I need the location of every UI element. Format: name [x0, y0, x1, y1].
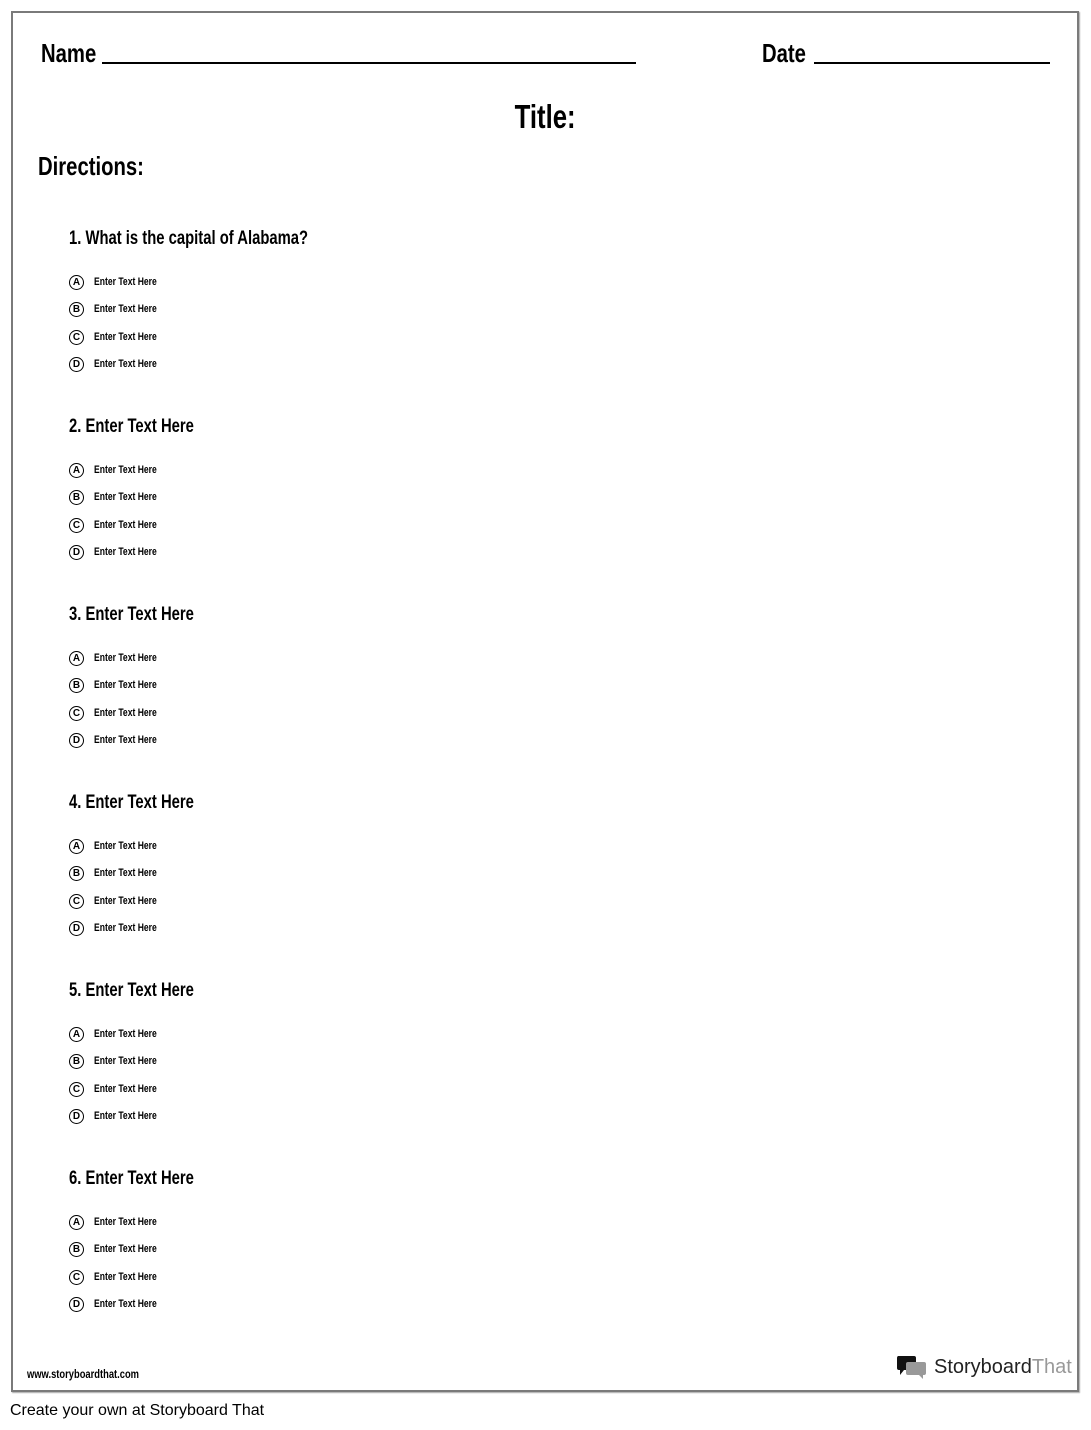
answer-option[interactable] — [69, 649, 175, 667]
option-text: Enter Text Here — [94, 1083, 157, 1095]
answer-option[interactable] — [69, 1025, 175, 1043]
date-label-wrap — [762, 38, 818, 69]
date-line[interactable] — [814, 62, 1050, 64]
option-letter-circle[interactable]: A — [69, 839, 84, 854]
option-letter-circle[interactable]: A — [69, 275, 84, 290]
directions-label: Directions: — [38, 151, 144, 181]
question-2 — [69, 416, 229, 438]
option-letter-circle[interactable]: C — [69, 518, 84, 533]
option-text: Enter Text Here — [94, 464, 157, 476]
answer-option[interactable] — [69, 1052, 175, 1070]
question-text: 2. Enter Text Here — [69, 416, 194, 437]
directions-wrap — [38, 151, 174, 182]
answer-option[interactable] — [69, 543, 175, 561]
option-letter-circle[interactable]: D — [69, 1109, 84, 1124]
answer-option[interactable] — [69, 461, 175, 479]
option-letter-circle[interactable]: A — [69, 651, 84, 666]
option-letter-circle[interactable]: C — [69, 1270, 84, 1285]
answer-option[interactable] — [69, 892, 175, 910]
question-4 — [69, 792, 229, 814]
site-url: www.storyboardthat.com — [27, 1367, 139, 1381]
option-letter-circle[interactable]: D — [69, 733, 84, 748]
option-letter-circle[interactable]: C — [69, 706, 84, 721]
option-letter-circle[interactable]: A — [69, 1027, 84, 1042]
option-text: Enter Text Here — [94, 734, 157, 746]
create-your-own-link[interactable]: Create your own at Storyboard That — [10, 1402, 265, 1419]
question-text: 5. Enter Text Here — [69, 980, 194, 1001]
option-text: Enter Text Here — [94, 276, 157, 288]
question-6 — [69, 1168, 229, 1190]
option-text: Enter Text Here — [94, 1298, 157, 1310]
option-letter-circle[interactable]: A — [69, 1215, 84, 1230]
date-label: Date — [762, 38, 806, 68]
option-text: Enter Text Here — [94, 895, 157, 907]
question-5 — [69, 980, 229, 1002]
answer-option[interactable] — [69, 864, 175, 882]
option-text: Enter Text Here — [94, 679, 157, 691]
answer-option[interactable] — [69, 837, 175, 855]
option-text: Enter Text Here — [94, 707, 157, 719]
question-3 — [69, 604, 229, 626]
option-text: Enter Text Here — [94, 358, 157, 370]
answer-option[interactable] — [69, 731, 175, 749]
answer-option[interactable] — [69, 355, 175, 373]
answer-option[interactable] — [69, 1213, 175, 1231]
answer-option[interactable] — [69, 919, 175, 937]
answer-option[interactable] — [69, 1107, 175, 1125]
option-letter-circle[interactable]: B — [69, 866, 84, 881]
storyboardthat-logo — [896, 1354, 1072, 1380]
logo-part2: That — [1031, 1355, 1072, 1378]
answer-option[interactable] — [69, 300, 175, 318]
answer-option[interactable] — [69, 1295, 175, 1313]
answer-option[interactable] — [69, 1240, 175, 1258]
title-wrap — [0, 98, 1091, 136]
option-letter-circle[interactable]: C — [69, 894, 84, 909]
option-letter-circle[interactable]: D — [69, 545, 84, 560]
option-text: Enter Text Here — [94, 491, 157, 503]
question-text: 1. What is the capital of Alabama? — [69, 228, 309, 249]
option-text: Enter Text Here — [94, 922, 157, 934]
answer-option[interactable] — [69, 328, 175, 346]
answer-option[interactable] — [69, 676, 175, 694]
option-letter-circle[interactable]: B — [69, 302, 84, 317]
option-text: Enter Text Here — [94, 840, 157, 852]
speech-bubbles-icon — [896, 1354, 928, 1380]
question-text: 6. Enter Text Here — [69, 1168, 194, 1189]
option-text: Enter Text Here — [94, 546, 157, 558]
option-letter-circle[interactable]: B — [69, 490, 84, 505]
option-letter-circle[interactable]: C — [69, 1082, 84, 1097]
logo-part1: Storyboard — [934, 1355, 1032, 1378]
option-text: Enter Text Here — [94, 331, 157, 343]
option-text: Enter Text Here — [94, 867, 157, 879]
option-letter-circle[interactable]: B — [69, 678, 84, 693]
option-letter-circle[interactable]: D — [69, 1297, 84, 1312]
title-label: Title: — [514, 98, 577, 135]
name-label: Name — [41, 38, 97, 68]
option-text: Enter Text Here — [94, 1271, 157, 1283]
option-letter-circle[interactable]: B — [69, 1054, 84, 1069]
option-text: Enter Text Here — [94, 1028, 157, 1040]
option-text: Enter Text Here — [94, 1243, 157, 1255]
option-text: Enter Text Here — [94, 1216, 157, 1228]
url-wrap — [27, 1365, 171, 1383]
option-text: Enter Text Here — [94, 303, 157, 315]
answer-option[interactable] — [69, 1080, 175, 1098]
answer-option[interactable] — [69, 273, 175, 291]
answer-option[interactable] — [69, 516, 175, 534]
question-text: 3. Enter Text Here — [69, 604, 194, 625]
answer-option[interactable] — [69, 1268, 175, 1286]
option-letter-circle[interactable]: C — [69, 330, 84, 345]
name-line[interactable] — [102, 62, 636, 64]
option-letter-circle[interactable]: D — [69, 357, 84, 372]
option-letter-circle[interactable]: B — [69, 1242, 84, 1257]
option-letter-circle[interactable]: D — [69, 921, 84, 936]
name-label-wrap — [41, 38, 112, 69]
option-text: Enter Text Here — [94, 1110, 157, 1122]
option-text: Enter Text Here — [94, 1055, 157, 1067]
logo-text — [934, 1356, 1072, 1379]
option-text: Enter Text Here — [94, 519, 157, 531]
answer-option[interactable] — [69, 488, 175, 506]
option-letter-circle[interactable]: A — [69, 463, 84, 478]
question-1 — [69, 228, 376, 250]
answer-option[interactable] — [69, 704, 175, 722]
option-text: Enter Text Here — [94, 652, 157, 664]
question-text: 4. Enter Text Here — [69, 792, 194, 813]
